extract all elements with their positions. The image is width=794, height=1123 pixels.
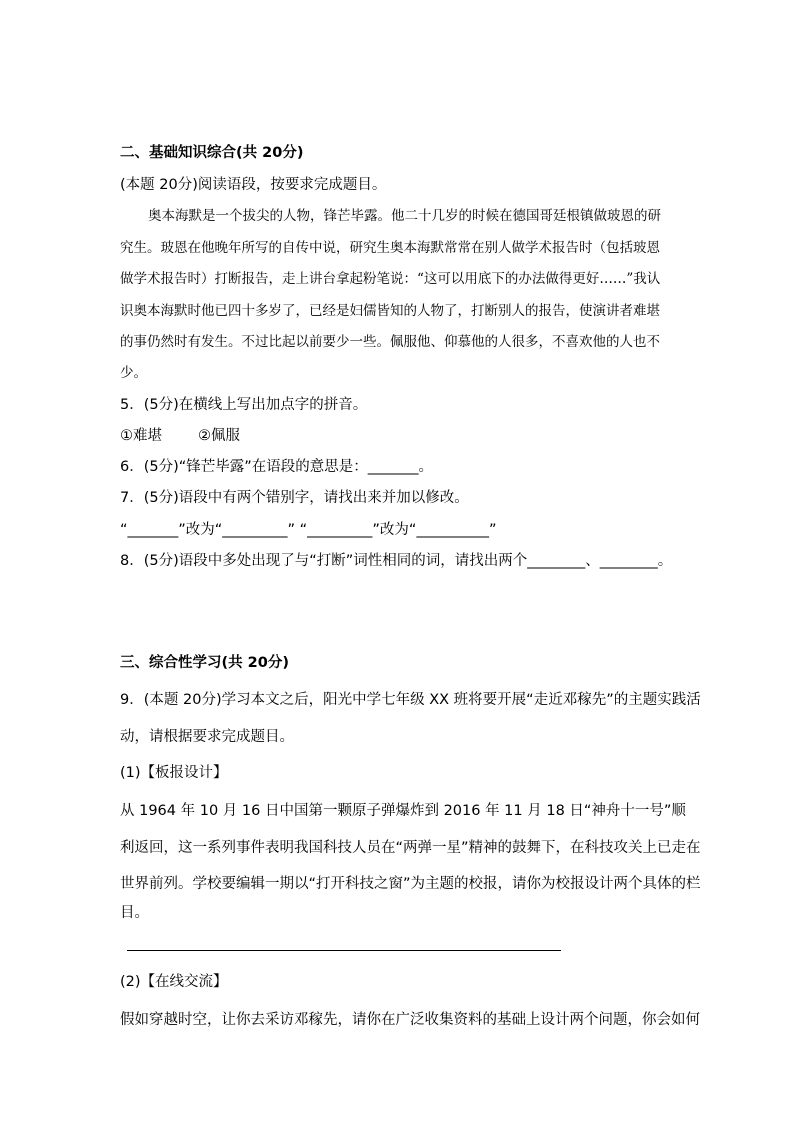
question-9-line-1: 9．(本题 20分)学习本文之后，阳光中学七年级 XX 班将要开展“走近邓稼先”的主题实践活 [120,692,701,708]
question-8: 8．(5分)语段中多处出现了与“打断”词性相同的词，请找出两个________、________。 [120,553,673,569]
part-1-line-1: 从 1964 年 10 月 16 日中国第一颗原子弹爆炸到 2016 年 11 月 18 日“神舟十一号”顺 [120,803,686,819]
question-9-line-2: 动，请根据要求完成题目。 [120,729,294,745]
question-5: 5．(5分)在横线上写出加点字的拼音。 [120,397,368,413]
part-2-label: (2)【在线交流】 [120,974,228,990]
question-6: 6．(5分)“锋芒毕露”在语段的意思是：_______。 [120,459,434,475]
passage-line-3: 做学术报告时）打断报告，走上讲台拿起粉笔说：“这可以用底下的办法做得更好……”我认 [120,271,661,287]
part-1-line-3: 世界前列。学校要编辑一期以“打开科技之窗”为主题的校报，请你为校报设计两个具体的栏 [120,876,701,892]
section-2-intro: (本题 20分)阅读语段，按要求完成题目。 [120,177,387,193]
passage-line-2: 究生。玻恩在他晚年所写的自传中说，研究生奥本海默常常在别人做学术报告时（包括玻恩 [120,240,660,256]
part-1-line-4: 目。 [120,905,149,921]
passage-line-6: 少。 [120,365,147,381]
passage-line-4: 识奥本海默时他已四十多岁了，已经是妇儒皆知的人物了，打断别人的报告，使演讲者难堪 [120,303,660,319]
part-1-line-2: 利返回，这一系列事件表明我国科技人员在“两弹一星”精神的鼓舞下，在科技攻关上已走在 [120,840,701,856]
passage-line-1: 奥本海默是一个拔尖的人物，锋芒毕露。他二十几岁的时候在德国哥廷根镇做玻恩的研 [148,208,661,224]
section-3-heading: 三、综合性学习(共 20分) [120,655,289,671]
part-1-label: (1)【板报设计】 [120,765,228,781]
question-7: 7．(5分)语段中有两个错别字，请找出来并加以修改。 [120,490,469,506]
question-5-option-2: ②佩服 [198,428,240,444]
part-2-line-1: 假如穿越时空，让你去采访邓稼先，请你在广泛收集资料的基础上设计两个问题，你会如何 [120,1012,700,1028]
passage-line-5: 的事仍然时有发生。不过比起以前要少一些。佩服他、仰慕他的人很多，不喜欢他的人也不 [120,334,660,350]
answer-line [127,950,561,951]
question-5-option-1: ①难堪 [120,428,162,444]
question-7-blanks: “_______”改为“_________” “_________”改为“__________” [120,522,497,538]
section-2-heading: 二、基础知识综合(共 20分) [120,145,304,161]
question-5-options [120,426,240,446]
